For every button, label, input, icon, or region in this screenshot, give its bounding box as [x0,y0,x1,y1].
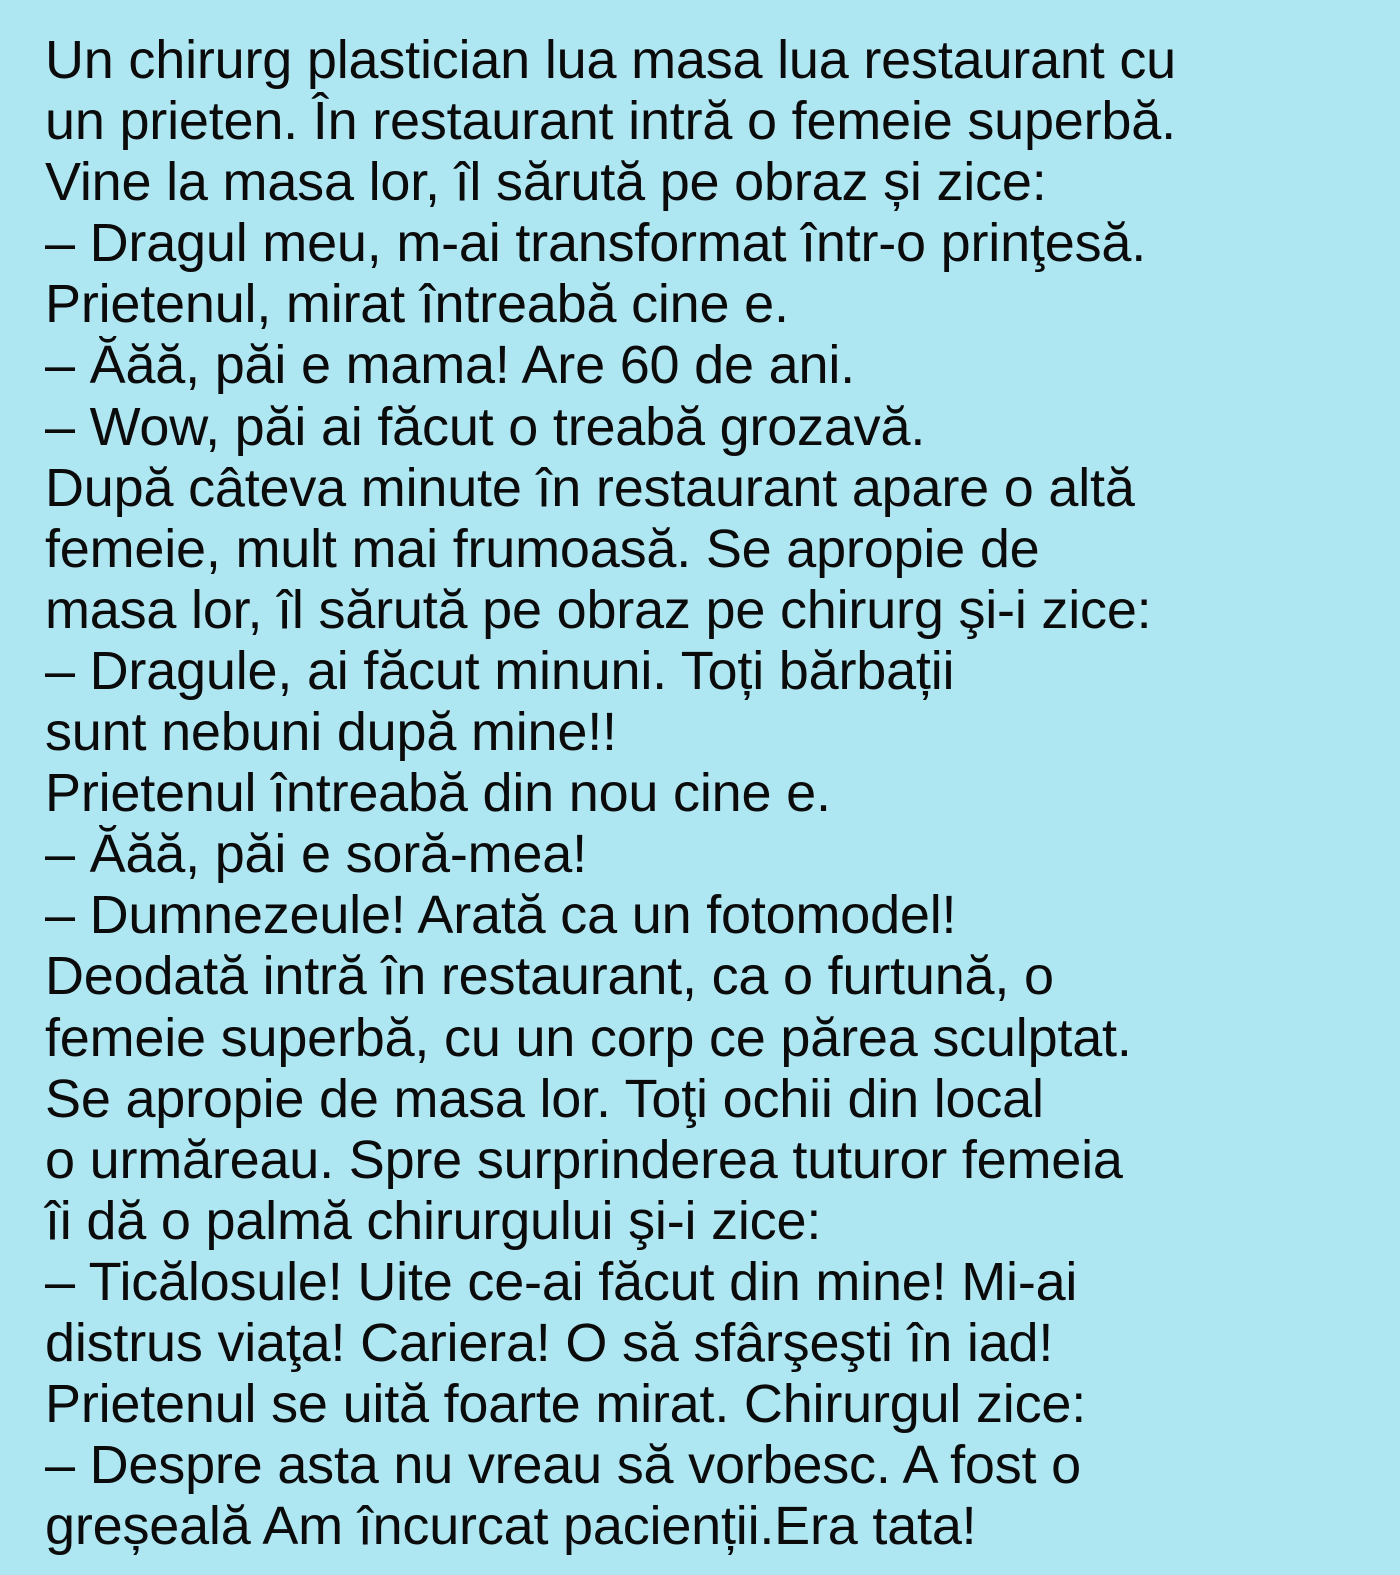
joke-line: După câteva minute în restaurant apare o altă [45,457,1135,518]
joke-line: – Dumnezeule! Arată ca un fotomodel! [45,885,957,946]
joke-line: distrus viaţa! Cariera! O să sfârşeşti în iad! [45,1312,1054,1373]
joke-line: femeie superbă, cu un corp ce părea sculptat. [45,1007,1132,1068]
joke-line: femeie, mult mai frumoasă. Se apropie de [45,518,1040,579]
joke-line: un prieten. În restaurant intră o femeie superbă. [45,91,1176,152]
joke-line: – Ăăă, păi e soră-mea! [45,824,587,885]
joke-text-block [45,30,1380,1557]
joke-line: Prietenul se uită foarte mirat. Chirurgul zice: [45,1374,1087,1435]
joke-line: – Dragule, ai făcut minuni. Toți bărbații [45,640,955,701]
joke-line: – Despre asta nu vreau să vorbesc. A fost o [45,1435,1081,1496]
joke-line: greșeală Am încurcat pacienții.Era tata! [45,1496,977,1557]
joke-line: Deodată intră în restaurant, ca o furtună, o [45,946,1054,1007]
joke-line: Prietenul întreabă din nou cine e. [45,763,831,824]
joke-line: Se apropie de masa lor. Toţi ochii din local [45,1068,1044,1129]
joke-line: – Wow, păi ai făcut o treabă grozavă. [45,396,926,457]
joke-line: Vine la masa lor, îl sărută pe obraz și zice: [45,152,1047,213]
joke-line: sunt nebuni după mine!! [45,702,617,763]
joke-line: – Ticălosule! Uite ce-ai făcut din mine! Mi-ai [45,1251,1078,1312]
joke-line: îi dă o palmă chirurgului şi-i zice: [45,1190,822,1251]
joke-line: – Ăăă, păi e mama! Are 60 de ani. [45,335,855,396]
joke-line: – Dragul meu, m-ai transformat într-o prinţesă. [45,213,1147,274]
joke-line: Un chirurg plastician lua masa lua restaurant cu [45,30,1176,90]
joke-line: o urmăreau. Spre surprinderea tuturor femeia [45,1129,1123,1190]
joke-line: Prietenul, mirat întreabă cine e. [45,274,789,335]
joke-line: masa lor, îl sărută pe obraz pe chirurg şi-i zice: [45,579,1152,640]
